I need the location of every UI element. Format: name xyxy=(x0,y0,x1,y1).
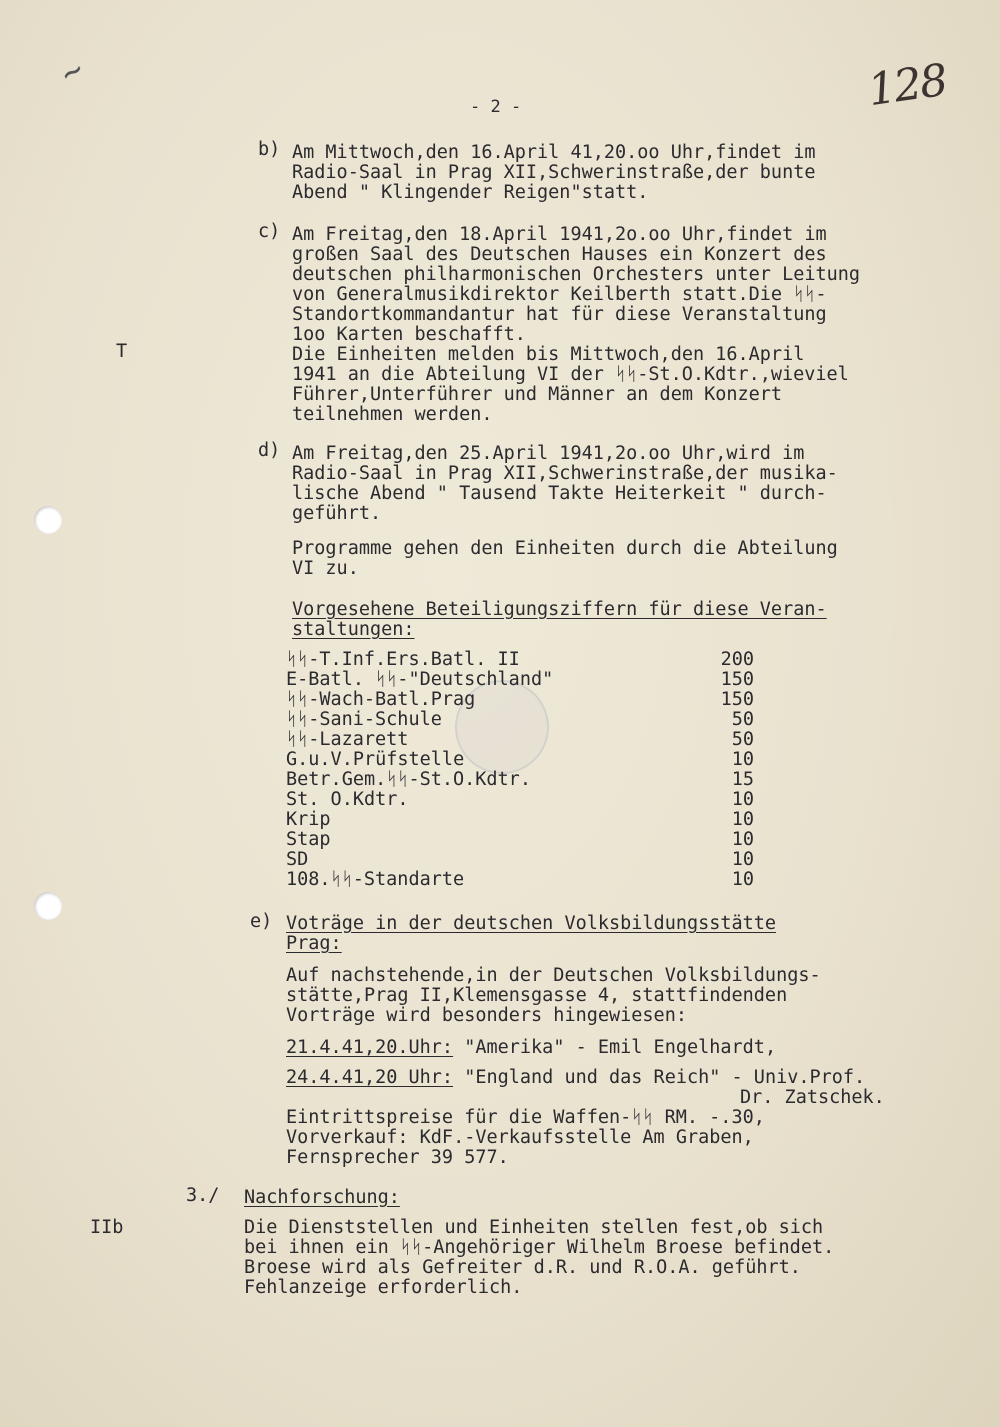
item-d-line: geführt. xyxy=(292,503,382,524)
item-e-line: Vorträge wird besonders hingewiesen: xyxy=(286,1005,687,1026)
page-number: - 2 - xyxy=(470,97,522,117)
participation-count: 50 xyxy=(731,729,754,750)
fees-line: Fernsprecher 39 577. xyxy=(286,1147,509,1168)
item-c-line: teilnehmen werden. xyxy=(292,404,493,425)
fees-line: Vorverkauf: KdF.-Verkaufsstelle Am Graben, xyxy=(286,1127,754,1148)
item-c-line: von Generalmusikdirektor Keilberth statt.Die ᛋᛋ- xyxy=(292,284,827,305)
item-d-line: Radio-Saal in Prag XII,Schwerinstraße,der musika- xyxy=(292,463,838,484)
handwritten-page-number: 128 xyxy=(864,54,950,117)
participation-unit: 108.ᛋᛋ-Standarte xyxy=(286,869,465,890)
talk-1-date: 21.4.41,20.Uhr: xyxy=(286,1037,454,1058)
participation-count: 10 xyxy=(731,849,754,870)
item-b-label: b) xyxy=(258,139,281,160)
item-b-line: Am Mittwoch,den 16.April 41,20.oo Uhr,findet im xyxy=(292,142,816,163)
participation-count: 15 xyxy=(731,769,754,790)
talk-1 xyxy=(286,1038,776,1058)
item-d-line: VI zu. xyxy=(292,558,359,579)
item-c-line: 1oo Karten beschafft. xyxy=(292,324,526,345)
participation-unit: St. O.Kdtr. xyxy=(286,789,409,810)
section-3-number: 3./ xyxy=(186,1185,220,1206)
item-c-line: deutschen philharmonischen Orchesters unter Leitung xyxy=(292,264,861,285)
item-d-label: d) xyxy=(258,440,281,461)
talk-2-speaker: Dr. Zatschek. xyxy=(740,1087,885,1108)
participation-count: 10 xyxy=(731,829,754,850)
participation-unit: ᛋᛋ-Sani-Schule xyxy=(286,709,442,730)
item-e-heading: Voträge in der deutschen Volksbildungsstätte xyxy=(286,913,777,934)
participation-heading: staltungen: xyxy=(292,619,415,640)
participation-unit: ᛋᛋ-Lazarett xyxy=(286,729,409,750)
section-3-line: Fehlanzeige erforderlich. xyxy=(244,1277,523,1298)
talk-2-title: "England und das Reich" - Univ.Prof. xyxy=(453,1067,866,1088)
participation-unit: Betr.Gem.ᛋᛋ-St.O.Kdtr. xyxy=(286,769,531,790)
participation-count: 10 xyxy=(731,749,754,770)
item-b-line: Abend " Klingender Reigen"statt. xyxy=(292,182,649,203)
participation-unit: E-Batl. ᛋᛋ-"Deutschland" xyxy=(286,669,554,690)
item-c-label: c) xyxy=(258,221,281,242)
item-d-line: lische Abend " Tausend Takte Heiterkeit " durch- xyxy=(292,483,827,504)
section-3-line: bei ihnen ein ᛋᛋ-Angehöriger Wilhelm Broese befindet. xyxy=(244,1237,835,1258)
participation-heading: Vorgesehene Beteiligungsziffern für diese Veran- xyxy=(292,599,827,620)
participation-unit: SD xyxy=(286,849,309,870)
margin-mark-IIb: IIb xyxy=(90,1217,124,1238)
section-3-line: Die Dienststellen und Einheiten stellen fest,ob sich xyxy=(244,1217,824,1238)
participation-unit: ᛋᛋ-Wach-Batl.Prag xyxy=(286,689,476,710)
talk-2-date: 24.4.41,20 Uhr: xyxy=(286,1067,454,1088)
item-d-line: Programme gehen den Einheiten durch die Abteilung xyxy=(292,538,838,559)
item-e-line: stätte,Prag II,Klemensgasse 4, stattfindenden xyxy=(286,985,788,1006)
fees-line: Eintrittspreise für die Waffen-ᛋᛋ RM. -.30, xyxy=(286,1107,765,1128)
participation-count: 10 xyxy=(731,809,754,830)
item-c-line: 1941 an die Abteilung VI der ᛋᛋ-St.O.Kdtr.,wieviel xyxy=(292,364,849,385)
item-d-line: Am Freitag,den 25.April 1941,2o.oo Uhr,wird im xyxy=(292,443,805,464)
item-e-label: e) xyxy=(250,911,273,932)
item-e-heading: Prag: xyxy=(286,933,342,954)
participation-count: 50 xyxy=(731,709,754,730)
check-mark: ~ xyxy=(53,49,92,95)
participation-count: 150 xyxy=(720,669,754,690)
talk-1-title: "Amerika" - Emil Engelhardt, xyxy=(453,1037,777,1058)
participation-unit: Stap xyxy=(286,829,331,850)
participation-count: 10 xyxy=(731,869,754,890)
punch-hole-bottom xyxy=(34,892,62,920)
section-3-heading: Nachforschung: xyxy=(244,1187,400,1208)
section-3-line: Broese wird als Gefreiter d.R. und R.O.A. geführt. xyxy=(244,1257,801,1278)
margin-mark-T: T xyxy=(116,341,128,362)
item-b-line: Radio-Saal in Prag XII,Schwerinstraße,der bunte xyxy=(292,162,816,183)
participation-unit: Krip xyxy=(286,809,331,830)
talk-2 xyxy=(286,1068,865,1088)
punch-hole-top xyxy=(34,506,62,534)
participation-count: 200 xyxy=(720,649,754,670)
participation-unit: ᛋᛋ-T.Inf.Ers.Batl. II xyxy=(286,649,520,670)
item-c-line: Standortkommandantur hat für diese Veranstaltung xyxy=(292,304,827,325)
item-c-line: Die Einheiten melden bis Mittwoch,den 16.April xyxy=(292,344,805,365)
participation-count: 150 xyxy=(720,689,754,710)
item-c-line: Am Freitag,den 18.April 1941,2o.oo Uhr,findet im xyxy=(292,224,827,245)
item-c-line: Führer,Unterführer und Männer an dem Konzert xyxy=(292,384,783,405)
item-e-line: Auf nachstehende,in der Deutschen Volksbildungs- xyxy=(286,965,821,986)
participation-count: 10 xyxy=(731,789,754,810)
participation-unit: G.u.V.Prüfstelle xyxy=(286,749,465,770)
item-c-line: großen Saal des Deutschen Hauses ein Konzert des xyxy=(292,244,827,265)
